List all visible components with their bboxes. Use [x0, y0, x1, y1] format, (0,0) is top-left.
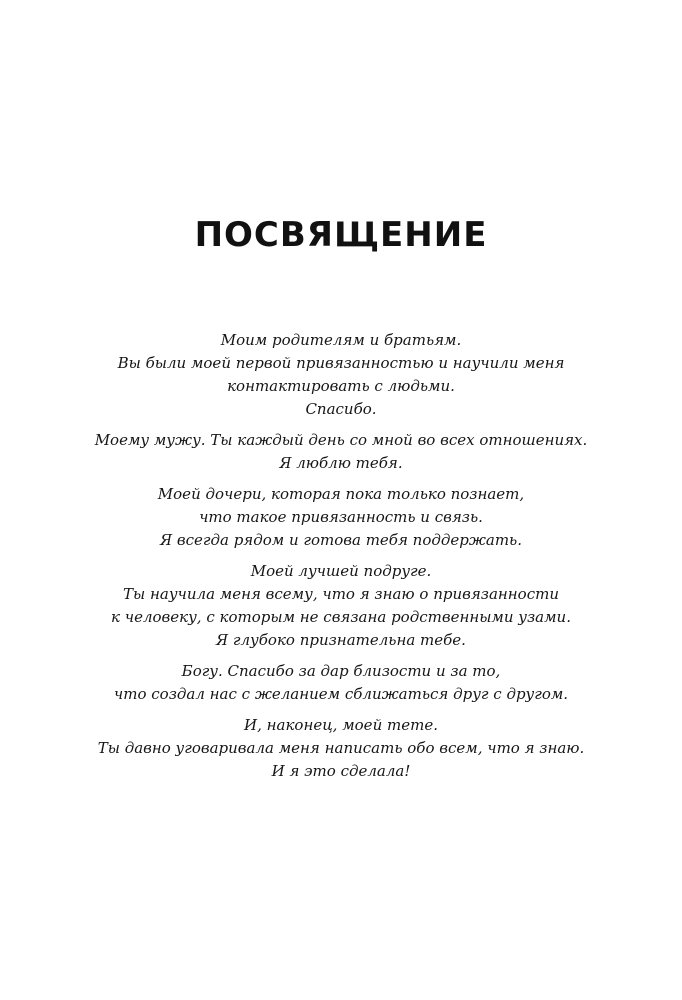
dedication-line: Моей лучшей подруге.	[250, 562, 432, 580]
dedication-line: Я люблю тебя.	[279, 454, 403, 472]
dedication-line: Вы были моей первой привязанностью и научили меня	[117, 354, 565, 372]
dedication-line: И я это сделала!	[271, 762, 411, 780]
dedication-line: что создал нас с желанием сближаться друг с другом.	[113, 685, 569, 703]
dedication-line: Я всегда рядом и готова тебя поддержать.	[160, 531, 522, 549]
dedication-line: Я глубоко признательна тебе.	[216, 631, 466, 649]
dedication-line: Спасибо.	[305, 400, 377, 418]
dedication-paragraph-aunt	[0, 714, 682, 783]
page-title: ПОСВЯЩЕНИЕ	[194, 215, 488, 255]
dedication-line: к человеку, с которым не связана родственными узами.	[111, 608, 571, 626]
dedication-line: Ты научила меня всему, что я знаю о привязанности	[123, 585, 559, 603]
dedication-line: И, наконец, моей тете.	[244, 716, 438, 734]
dedication-paragraph-god	[0, 660, 682, 706]
dedication-paragraph-friend	[0, 560, 682, 652]
dedication-line: Моей дочери, которая пока только познает,	[157, 485, 525, 503]
dedication-line: Богу. Спасибо за дар близости и за то,	[181, 662, 501, 680]
dedication-line: Моему мужу. Ты каждый день со мной во всех отношениях.	[94, 431, 588, 449]
dedication-line: контактировать с людьми.	[227, 377, 455, 395]
dedication-text	[0, 329, 682, 791]
dedication-line: что такое привязанность и связь.	[199, 508, 483, 526]
dedication-paragraph-parents	[0, 329, 682, 421]
dedication-line: Ты давно уговаривала меня написать обо всем, что я знаю.	[97, 739, 585, 757]
dedication-paragraph-daughter	[0, 483, 682, 552]
dedication-line: Моим родителям и братьям.	[220, 331, 462, 349]
dedication-paragraph-husband	[0, 429, 682, 475]
